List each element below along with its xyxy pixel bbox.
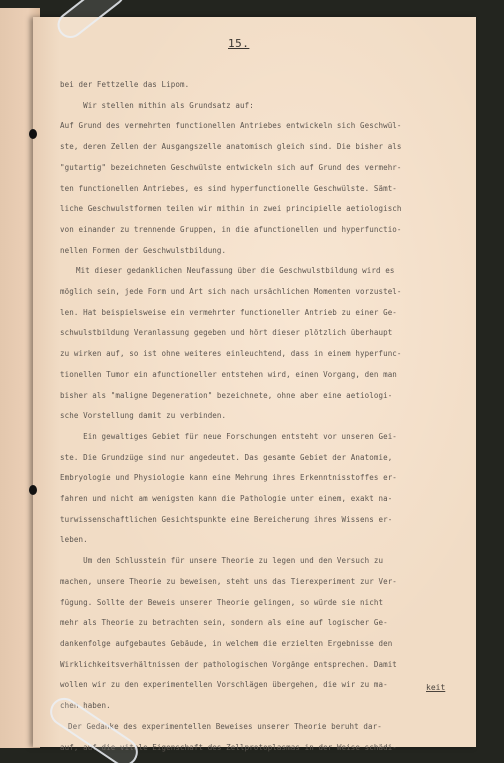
text-line: len. Hat beispielsweise ein vermehrter functioneller Antrieb zu einer Ge- [60, 307, 397, 317]
text-line: "gutartig" bezeichneten Geschwülste entwickeln sich auf Grund des vermehr- [60, 162, 402, 172]
text-line: turwissenschaftlichen Gesichtspunkte eine Bereicherung ihres Wissens er- [60, 514, 393, 524]
text-line: ste, deren Zellen der Ausgangszelle anatomisch gleich sind. Die bisher als [60, 142, 402, 152]
text-line: dankenfolge aufgebautes Gebäude, in welchem die erzielten Ergebnisse den [60, 638, 393, 648]
text-line: Wir stellen mithin als Grundsatz auf: [60, 100, 254, 110]
text-line: auf, auf die vitale Eigenschaft des Zellprotoplasmas in der Weise schädi- [60, 742, 397, 752]
text-line: schwulstbildung Veranlassung gegeben und hört dieser plötzlich überhaupt [60, 328, 393, 338]
text-line: wollen wir zu den experimentellen Vorschlägen übergehen, die wir zu ma- [60, 680, 388, 690]
punch-hole [29, 129, 37, 139]
text-line: möglich sein, jede Form und Art sich nach ursächlichen Momenten vorzustel- [60, 287, 402, 297]
text-line: Embryologie und Physiologie kann eine Mehrung ihres Erkenntnisstoffes er- [60, 473, 397, 483]
page-number: 15. [228, 37, 250, 50]
punch-hole [29, 485, 37, 495]
text-line: Ein gewaltiges Gebiet für neue Forschungen entsteht vor unseren Gei- [60, 431, 397, 441]
text-line: sche Vorstellung damit zu verbinden. [60, 411, 227, 421]
text-line: bisher als "maligne Degeneration" bezeichnete, ohne aber eine aetiologi- [60, 390, 393, 400]
catchword: keit [426, 683, 446, 692]
text-line: ten functionellen Antriebes, es sind hyperfunctionelle Geschwülste. Sämt- [60, 183, 397, 193]
text-line: Der Gedanke des experimentellen Beweises unserer Theorie beruht dar- [68, 721, 382, 731]
text-line: Wirklichkeitsverhältnissen der pathologischen Vorgänge entsprechen. Damit [60, 659, 397, 669]
text-line: fügung. Sollte der Beweis unserer Theorie gelingen, so würde sie nicht [60, 597, 384, 607]
text-line: bei der Fettzelle das Lipom. [60, 80, 190, 89]
text-line: nellen Formen der Geschwulstbildung. [60, 245, 227, 255]
text-line: von einander zu trennende Gruppen, in die afunctionellen und hyperfunctio- [60, 224, 402, 234]
body-text [60, 75, 460, 758]
text-line: chen haben. [60, 701, 111, 711]
document-page [33, 17, 476, 752]
text-line: ste. Die Grundzüge sind nur angedeutet. Das gesamte Gebiet der Anatomie, [60, 452, 393, 462]
text-line: zu wirken auf, so ist ohne weiteres einleuchtend, dass in einem hyperfunc- [60, 349, 402, 359]
text-line: Auf Grund des vermehrten functionellen Antriebes entwickeln sich Geschwül- [60, 121, 402, 131]
text-line: Mit dieser gedanklichen Neufassung über die Geschwulstbildung wird es [76, 266, 395, 276]
text-line: mehr als Theorie zu betrachten sein, sondern als eine auf logischer Ge- [60, 618, 388, 628]
text-line: leben. [60, 535, 88, 545]
text-line: tionellen Tumor ein afunctioneller entstehen wird, einen Vorgang, den man [60, 369, 397, 379]
text-line: liche Geschwulstformen teilen wir mithin in zwei principielle aetiologisch [60, 204, 402, 214]
text-line: fahren und nicht am wenigsten kann die Pathologie unter einem, exakt na- [60, 494, 393, 504]
text-line: machen, unsere Theorie zu beweisen, steht uns das Tierexperiment zur Ver- [60, 576, 397, 586]
text-line: Um den Schlusstein für unsere Theorie zu legen und den Versuch zu [60, 556, 384, 566]
